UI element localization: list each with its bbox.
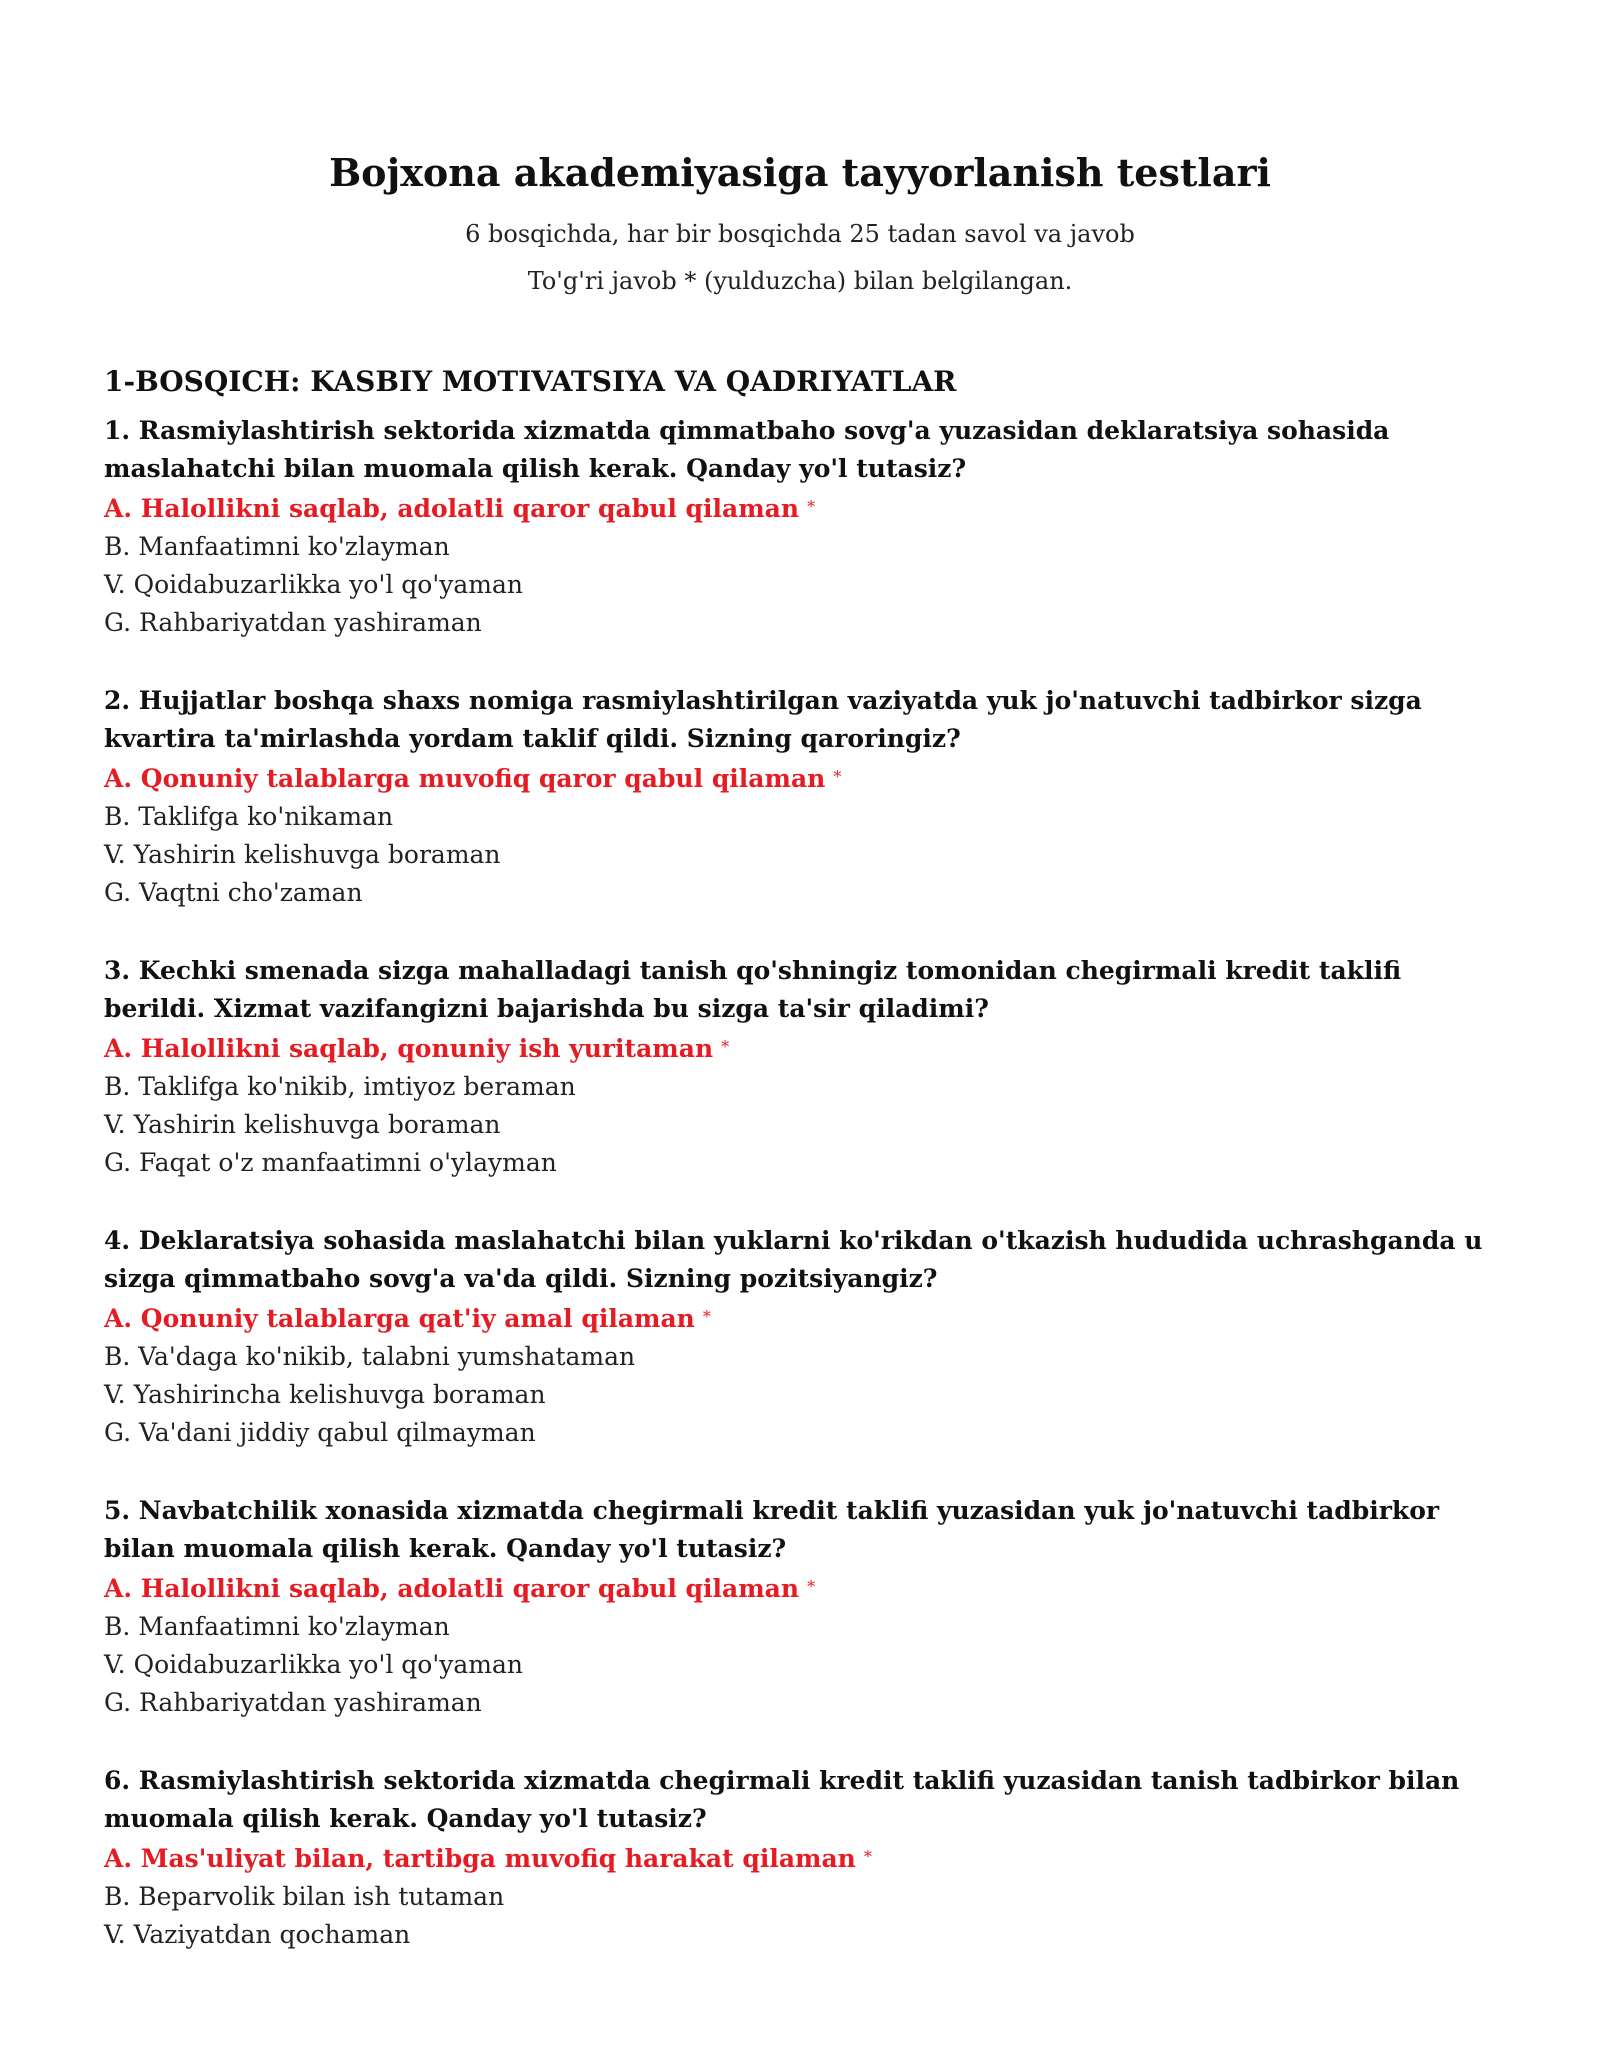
question-text: 1. Rasmiylashtirish sektorida xizmatda qimmatbaho sovg'a yuzasidan deklaratsiya sohasida maslahatchi bilan muomala qilish kerak. Qanday yo'l tutasiz?	[104, 416, 1390, 483]
option-label: A. Mas'uliyat bilan, tartibga muvofiq harakat qilaman	[104, 1844, 856, 1873]
answer-option: V. Yashirincha kelishuvga boraman	[104, 1380, 546, 1409]
answer-option: B. Manfaatimni ko'zlayman	[104, 532, 450, 561]
answer-option: B. Va'daga ko'nikib, talabni yumshataman	[104, 1342, 636, 1371]
option-label: A. Halollikni saqlab, adolatli qaror qabul qilaman	[104, 1574, 800, 1603]
answer-option: B. Manfaatimni ko'zlayman	[104, 1612, 450, 1641]
option-label: A. Qonuniy talablarga muvofiq qaror qabul qilaman	[104, 764, 826, 793]
correct-answer	[104, 1030, 1504, 1068]
answer-option: G. Vaqtni cho'zaman	[104, 878, 363, 907]
question-item	[104, 682, 1504, 912]
option-label: A. Halollikni saqlab, qonuniy ish yuritaman	[104, 1034, 714, 1063]
answer-option: V. Vaziyatdan qochaman	[104, 1920, 411, 1949]
correct-marker: *	[721, 1037, 730, 1056]
correct-answer	[104, 760, 1504, 798]
correct-marker: *	[863, 1847, 872, 1866]
question-item	[104, 1222, 1504, 1452]
answer-key-note: To'g'ri javob * (yulduzcha) bilan belgilangan.	[527, 267, 1073, 295]
correct-answer	[104, 1300, 1504, 1338]
correct-marker: *	[807, 1577, 816, 1596]
answer-option: B. Taklifga ko'nikaman	[104, 802, 394, 831]
question-item	[104, 952, 1504, 1182]
question-text: 4. Deklaratsiya sohasida maslahatchi bilan yuklarni ko'rikdan o'tkazish hududida uchrashganda u sizga qimmatbaho sovg'a va'da qildi. Sizning pozitsiyangiz?	[104, 1226, 1483, 1293]
answer-option: B. Beparvolik bilan ish tutaman	[104, 1882, 505, 1911]
question-item	[104, 1762, 1504, 1954]
answer-option: G. Faqat o'z manfaatimni o'ylayman	[104, 1148, 557, 1177]
answer-option: V. Qoidabuzarlikka yo'l qo'yaman	[104, 570, 523, 599]
correct-marker: *	[807, 497, 816, 516]
answer-option: G. Rahbariyatdan yashiraman	[104, 1688, 482, 1717]
answer-option: G. Va'dani jiddiy qabul qilmayman	[104, 1418, 536, 1447]
correct-answer	[104, 1840, 1504, 1878]
document-title: Bojxona akademiyasiga tayyorlanish testlari	[329, 150, 1271, 195]
correct-answer	[104, 490, 1504, 528]
correct-marker: *	[702, 1307, 711, 1326]
correct-answer	[104, 1570, 1504, 1608]
question-text: 2. Hujjatlar boshqa shaxs nomiga rasmiylashtirilgan vaziyatda yuk jo'natuvchi tadbirkor sizga kvartira ta'mirlashda yordam taklif qildi. Sizning qaroringiz?	[104, 686, 1422, 753]
question-item	[104, 412, 1504, 642]
answer-option: V. Yashirin kelishuvga boraman	[104, 840, 501, 869]
document-subtitle: 6 bosqichda, har bir bosqichda 25 tadan savol va javob	[465, 220, 1135, 248]
section-heading: 1-BOSQICH: KASBIY MOTIVATSIYA VA QADRIYATLAR	[104, 365, 957, 398]
answer-option: V. Yashirin kelishuvga boraman	[104, 1110, 501, 1139]
question-list	[104, 412, 1504, 1994]
question-text: 5. Navbatchilik xonasida xizmatda chegirmali kredit taklifi yuzasidan yuk jo'natuvchi tadbirkor bilan muomala qilish kerak. Qanday yo'l tutasiz?	[104, 1496, 1440, 1563]
correct-marker: *	[833, 767, 842, 786]
option-label: A. Qonuniy talablarga qat'iy amal qilaman	[104, 1304, 695, 1333]
answer-option: B. Taklifga ko'nikib, imtiyoz beraman	[104, 1072, 576, 1101]
question-text: 3. Kechki smenada sizga mahalladagi tanish qo'shningiz tomonidan chegirmali kredit taklifi berildi. Xizmat vazifangizni bajarishda bu sizga ta'sir qiladimi?	[104, 956, 1402, 1023]
question-item	[104, 1492, 1504, 1722]
answer-option: V. Qoidabuzarlikka yo'l qo'yaman	[104, 1650, 523, 1679]
answer-option: G. Rahbariyatdan yashiraman	[104, 608, 482, 637]
question-text: 6. Rasmiylashtirish sektorida xizmatda chegirmali kredit taklifi yuzasidan tanish tadbirkor bilan muomala qilish kerak. Qanday yo'l tutasiz?	[104, 1766, 1460, 1833]
option-label: A. Halollikni saqlab, adolatli qaror qabul qilaman	[104, 494, 800, 523]
